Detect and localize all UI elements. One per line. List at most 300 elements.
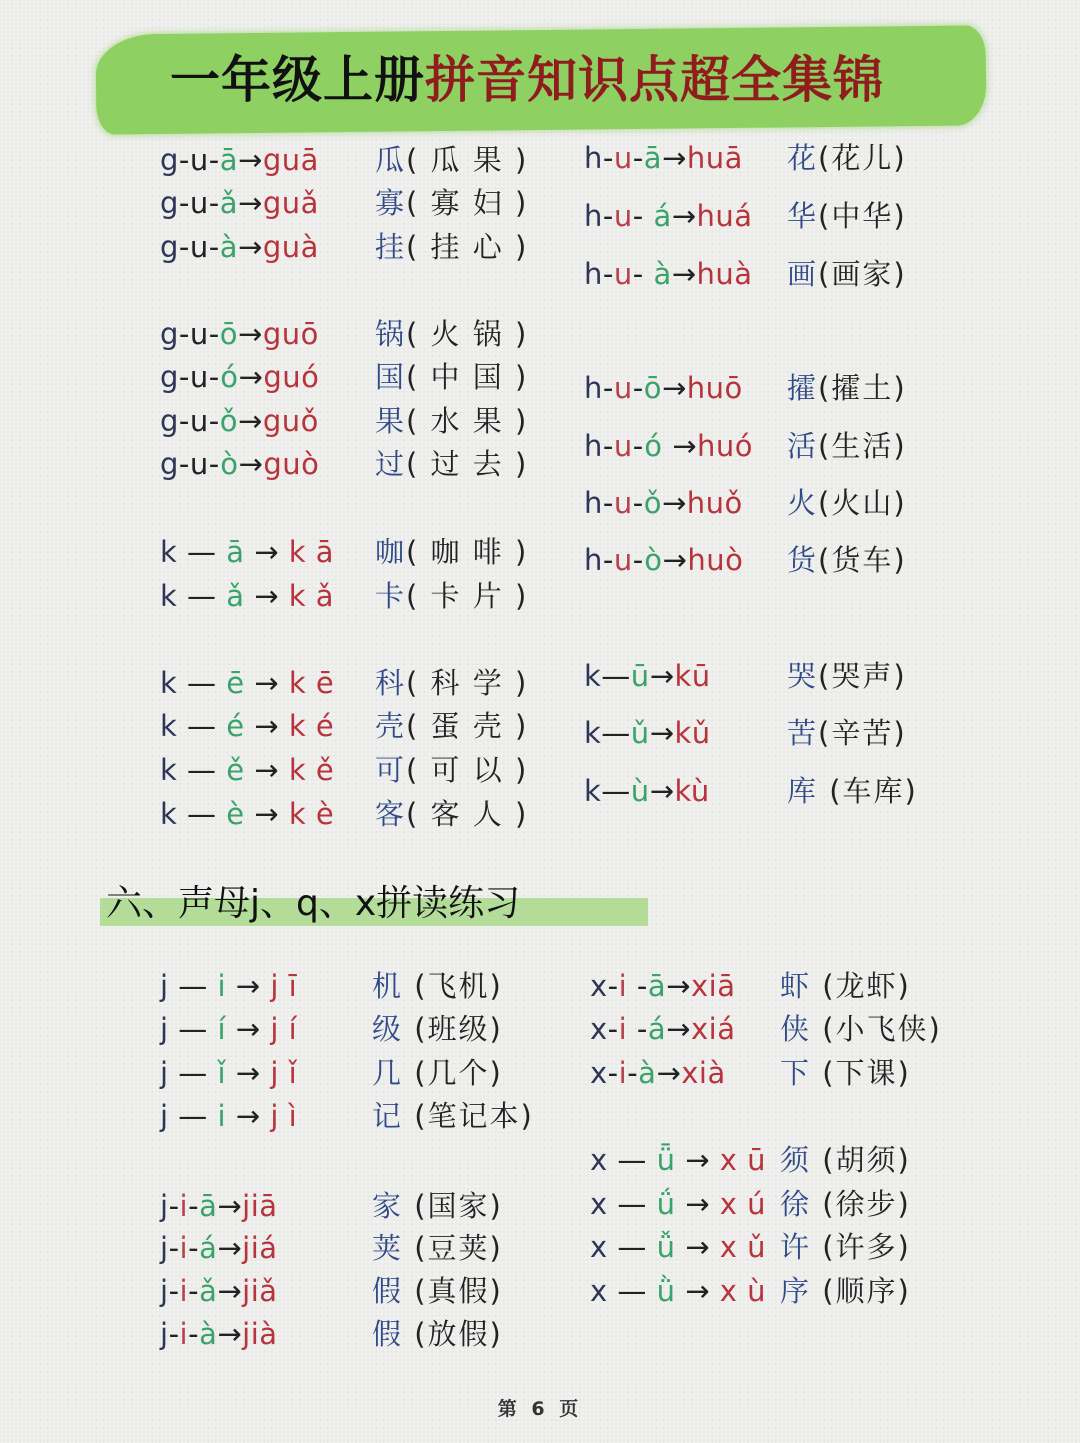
initial: x — [590, 1012, 608, 1046]
separator: — — [607, 1230, 657, 1264]
example-word — [375, 532, 528, 572]
example-word — [372, 1228, 503, 1268]
word-example: ( 过 去 ) — [406, 447, 529, 481]
word-example: ( 水 果 ) — [406, 404, 529, 438]
medial: i — [618, 1056, 628, 1090]
vowel: ǚ — [656, 1230, 676, 1264]
syllable-result: xià — [681, 1056, 726, 1090]
initial: j — [160, 1099, 169, 1133]
character: 虾 — [780, 969, 812, 1003]
word-example: (辛苦) — [818, 716, 907, 750]
character: 活 — [787, 429, 819, 463]
syllable-result: guǒ — [262, 404, 319, 438]
separator: - — [632, 371, 644, 405]
character: 寡 — [375, 186, 407, 220]
vowel: ě — [226, 753, 245, 787]
pinyin-spelling — [584, 656, 711, 696]
medial: i — [179, 1231, 189, 1265]
separator: - — [168, 1274, 180, 1308]
separator: - — [208, 317, 220, 351]
pinyin-spelling — [584, 713, 711, 753]
character: 国 — [375, 360, 407, 394]
character: 下 — [780, 1056, 812, 1090]
word-example: (车库) — [818, 774, 918, 808]
word-example: ( 可 以 ) — [406, 753, 529, 787]
word-example: (攉土) — [818, 371, 907, 405]
arrow-icon: → — [662, 141, 687, 175]
arrow-icon: → — [671, 257, 697, 291]
separator: — — [177, 753, 227, 787]
pinyin-spelling — [160, 227, 319, 267]
character: 假 — [372, 1317, 404, 1351]
initial: h — [584, 199, 603, 233]
word-example: (货车) — [818, 543, 907, 577]
arrow-icon: → — [238, 404, 263, 438]
example-word — [375, 663, 528, 703]
medial: u — [189, 186, 209, 220]
syllable-result: guǎ — [262, 186, 319, 220]
example-word — [787, 254, 907, 294]
pinyin-spelling — [584, 196, 753, 236]
initial: h — [584, 486, 603, 520]
character: 须 — [780, 1143, 812, 1177]
separator: - — [208, 230, 220, 264]
character: 客 — [375, 797, 407, 831]
vowel: ǐ — [217, 1056, 227, 1090]
page-title — [170, 40, 884, 120]
separator: — — [177, 709, 227, 743]
separator: — — [168, 1012, 218, 1046]
example-word — [375, 576, 528, 616]
separator: — — [607, 1274, 657, 1308]
vowel: ā — [647, 969, 667, 1003]
medial: u — [613, 257, 633, 291]
arrow-icon: → — [238, 186, 263, 220]
medial: u — [189, 404, 209, 438]
pinyin-spelling — [590, 1271, 766, 1311]
separator: - — [168, 1231, 180, 1265]
initial: g — [160, 404, 179, 438]
initial: h — [584, 257, 603, 291]
pinyin-spelling — [160, 183, 319, 223]
separator: - — [607, 1012, 619, 1046]
vowel: ā — [199, 1189, 218, 1223]
syllable-result: jià — [242, 1317, 278, 1351]
vowel: ǒ — [643, 486, 662, 520]
separator: — — [177, 579, 227, 613]
separator: - — [178, 317, 190, 351]
example-word — [780, 1009, 942, 1049]
separator: - — [208, 186, 220, 220]
character: 科 — [375, 666, 407, 700]
syllable-result: guà — [262, 230, 319, 264]
separator: — — [177, 666, 227, 700]
medial: u — [189, 230, 209, 264]
initial: g — [160, 230, 179, 264]
example-word — [372, 1271, 503, 1311]
pinyin-spelling — [584, 483, 743, 523]
arrow-icon: → — [649, 774, 675, 808]
arrow-icon: → — [661, 486, 687, 520]
example-word — [375, 794, 528, 834]
syllable-result: huà — [696, 257, 753, 291]
initial: g — [160, 360, 179, 394]
initial: j — [160, 1231, 169, 1265]
arrow-icon: → — [671, 199, 697, 233]
separator: - — [208, 143, 220, 177]
arrow-icon: → — [662, 429, 698, 463]
medial: i — [179, 1274, 189, 1308]
word-example: (画家) — [818, 257, 907, 291]
pinyin-spelling — [160, 401, 319, 441]
pinyin-spelling — [160, 706, 334, 746]
example-word — [375, 401, 528, 441]
medial: i — [179, 1189, 189, 1223]
character: 几 — [372, 1056, 404, 1090]
example-word — [372, 1314, 503, 1354]
separator: - — [188, 1317, 200, 1351]
syllable-result: k é — [288, 709, 335, 743]
separator: - — [632, 543, 645, 577]
pinyin-spelling — [584, 254, 753, 294]
example-word — [787, 426, 907, 466]
syllable-result: jiǎ — [242, 1274, 278, 1308]
word-example: (班级) — [403, 1012, 503, 1046]
initial: h — [584, 429, 603, 463]
syllable-result: xiā — [690, 969, 736, 1003]
pinyin-spelling — [160, 1271, 278, 1311]
syllable-result: k ā — [288, 535, 335, 569]
vowel: è — [226, 797, 245, 831]
word-example: ( 蛋 壳 ) — [406, 709, 529, 743]
example-word — [372, 1009, 503, 1049]
pinyin-spelling — [160, 444, 319, 484]
word-example: ( 中 国 ) — [406, 360, 529, 394]
example-word — [787, 656, 907, 696]
word-example: (下课) — [811, 1056, 911, 1090]
separator: — — [607, 1187, 657, 1221]
arrow-icon: → — [226, 969, 271, 1003]
medial: u — [189, 447, 209, 481]
arrow-icon: → — [238, 360, 264, 394]
title-part-grade: 一年级上册 — [170, 51, 425, 109]
title-part-topic: 拼音知识点超全集锦 — [425, 51, 884, 109]
pinyin-spelling — [590, 1184, 766, 1224]
vowel: í — [217, 1012, 227, 1046]
character: 过 — [375, 447, 407, 481]
word-example: (小飞侠) — [811, 1012, 942, 1046]
vowel: á — [647, 1012, 667, 1046]
arrow-icon: → — [666, 1012, 691, 1046]
separator: - — [178, 230, 190, 264]
separator: - — [632, 429, 645, 463]
initial: g — [160, 143, 179, 177]
word-example: ( 寡 妇 ) — [406, 186, 529, 220]
arrow-icon: → — [666, 969, 691, 1003]
initial: k — [584, 716, 602, 750]
character: 可 — [375, 753, 407, 787]
character: 序 — [780, 1274, 812, 1308]
syllable-result: guó — [263, 360, 320, 394]
initial: h — [584, 141, 603, 175]
character: 级 — [372, 1012, 404, 1046]
vowel: à — [219, 230, 239, 264]
character: 火 — [787, 486, 819, 520]
separator: - — [627, 1056, 639, 1090]
separator: - — [602, 257, 614, 291]
vowel: ā — [226, 535, 245, 569]
syllable-result: huǒ — [686, 486, 743, 520]
pinyin-spelling — [590, 1009, 735, 1049]
initial: x — [590, 1143, 608, 1177]
initial: x — [590, 1274, 608, 1308]
arrow-icon: → — [244, 535, 289, 569]
pinyin-spelling — [160, 1186, 278, 1226]
pinyin-spelling — [590, 1053, 726, 1093]
character: 花 — [787, 141, 819, 175]
initial: j — [160, 1274, 169, 1308]
medial: u — [613, 141, 633, 175]
separator: — — [607, 1143, 657, 1177]
character: 瓜 — [375, 143, 407, 177]
separator: — — [168, 969, 218, 1003]
arrow-icon: → — [226, 1099, 271, 1133]
example-word — [780, 1271, 911, 1311]
arrow-icon: → — [662, 543, 688, 577]
character: 咖 — [375, 535, 407, 569]
character: 机 — [372, 969, 404, 1003]
separator: - — [632, 199, 654, 233]
example-word — [787, 483, 907, 523]
separator: - — [178, 404, 190, 438]
example-word — [780, 966, 911, 1006]
initial: x — [590, 969, 608, 1003]
word-example: ( 火 锅 ) — [406, 317, 529, 351]
vowel: i — [217, 969, 227, 1003]
separator: — — [601, 774, 631, 808]
vowel: à — [638, 1056, 657, 1090]
separator: — — [168, 1099, 218, 1133]
word-example: ( 卡 片 ) — [406, 579, 529, 613]
vowel: à — [199, 1317, 218, 1351]
separator: - — [607, 969, 619, 1003]
medial: i — [618, 969, 628, 1003]
arrow-icon: → — [226, 1056, 271, 1090]
character: 家 — [372, 1189, 404, 1223]
vowel: ò — [644, 543, 663, 577]
separator: — — [168, 1056, 218, 1090]
syllable-result: x ǔ — [719, 1230, 767, 1264]
initial: j — [160, 1056, 169, 1090]
pinyin-spelling — [160, 1096, 297, 1136]
word-example: (几个) — [403, 1056, 503, 1090]
pinyin-spelling — [590, 1227, 766, 1267]
medial: u — [613, 199, 633, 233]
separator: - — [602, 199, 614, 233]
syllable-result: x ú — [719, 1187, 767, 1221]
pinyin-spelling — [584, 368, 743, 408]
separator: - — [602, 486, 614, 520]
vowel: ò — [220, 447, 239, 481]
vowel: ǖ — [656, 1143, 676, 1177]
character: 华 — [787, 199, 819, 233]
separator: - — [602, 429, 614, 463]
example-word — [372, 1053, 503, 1093]
separator: - — [178, 186, 190, 220]
syllable-result: huā — [686, 141, 743, 175]
arrow-icon: → — [217, 1317, 243, 1351]
initial: k — [160, 709, 178, 743]
character: 锅 — [375, 317, 407, 351]
word-example: ( 瓜 果 ) — [406, 143, 529, 177]
initial: x — [590, 1187, 608, 1221]
character: 徐 — [780, 1187, 812, 1221]
syllable-result: k è — [288, 797, 335, 831]
pinyin-spelling — [160, 966, 297, 1006]
separator: - — [208, 360, 221, 394]
section-heading: 六、声母j、q、x拼读练习 — [106, 883, 521, 924]
example-word — [372, 966, 503, 1006]
example-word — [375, 444, 528, 484]
word-example: (生活) — [818, 429, 907, 463]
pinyin-spelling — [584, 771, 710, 811]
syllable-result: kǔ — [674, 716, 711, 750]
character: 卡 — [375, 579, 407, 613]
vowel: ā — [643, 141, 662, 175]
arrow-icon: → — [649, 659, 675, 693]
initial: k — [160, 666, 178, 700]
initial: k — [160, 797, 178, 831]
arrow-icon: → — [661, 371, 687, 405]
example-word — [375, 314, 528, 354]
character: 画 — [787, 257, 819, 291]
syllable-result: huò — [687, 543, 744, 577]
separator: - — [168, 1317, 180, 1351]
character: 壳 — [375, 709, 407, 743]
pinyin-spelling — [584, 138, 743, 178]
separator: - — [602, 543, 614, 577]
initial: k — [160, 753, 178, 787]
arrow-icon: → — [244, 666, 289, 700]
vowel: à — [653, 257, 672, 291]
word-example: ( 咖 啡 ) — [406, 535, 529, 569]
separator: - — [627, 969, 648, 1003]
pinyin-spelling — [160, 314, 319, 354]
character: 攉 — [787, 371, 819, 405]
character: 记 — [372, 1099, 404, 1133]
pinyin-spelling — [590, 1140, 766, 1180]
example-word — [372, 1186, 503, 1226]
arrow-icon: → — [238, 317, 263, 351]
example-word — [787, 771, 918, 811]
initial: j — [160, 969, 169, 1003]
syllable-result: k ē — [288, 666, 335, 700]
syllable-result: guō — [262, 317, 319, 351]
separator: - — [602, 371, 614, 405]
syllable-result: j ī — [270, 969, 298, 1003]
word-example: (国家) — [403, 1189, 503, 1223]
example-word — [787, 196, 907, 236]
arrow-icon: → — [244, 797, 289, 831]
vowel: ǜ — [656, 1274, 676, 1308]
example-word — [375, 357, 528, 397]
example-word — [787, 540, 907, 580]
vowel: ǘ — [656, 1187, 676, 1221]
word-example: (徐步) — [811, 1187, 911, 1221]
syllable-result: kū — [674, 659, 711, 693]
initial: j — [160, 1012, 169, 1046]
word-example: (胡须) — [811, 1143, 911, 1177]
vowel: ō — [643, 371, 662, 405]
example-word — [787, 713, 907, 753]
separator: - — [188, 1274, 200, 1308]
syllable-result: x ù — [719, 1274, 767, 1308]
word-example: (中华) — [818, 199, 907, 233]
example-word — [375, 750, 528, 790]
initial: k — [584, 659, 602, 693]
separator: - — [632, 257, 654, 291]
vowel: ó — [220, 360, 239, 394]
medial: u — [613, 371, 633, 405]
arrow-icon: → — [244, 753, 289, 787]
vowel: ǎ — [199, 1274, 218, 1308]
pinyin-spelling — [160, 794, 334, 834]
initial: x — [590, 1230, 608, 1264]
separator: - — [178, 360, 190, 394]
syllable-result: guò — [263, 447, 320, 481]
separator: - — [602, 141, 614, 175]
character: 侠 — [780, 1012, 812, 1046]
word-example: (放假) — [403, 1317, 503, 1351]
syllable-result: j ǐ — [270, 1056, 298, 1090]
separator: — — [601, 716, 631, 750]
pinyin-spelling — [160, 357, 319, 397]
example-word — [780, 1053, 911, 1093]
syllable-result: xiá — [690, 1012, 736, 1046]
separator: — — [177, 535, 227, 569]
vowel: ō — [219, 317, 238, 351]
arrow-icon: → — [675, 1274, 720, 1308]
pinyin-spelling — [584, 540, 743, 580]
example-word — [375, 183, 528, 223]
word-example: (豆荚) — [403, 1231, 503, 1265]
vowel: ǒ — [219, 404, 238, 438]
word-example: (花儿) — [818, 141, 907, 175]
character: 挂 — [375, 230, 407, 264]
vowel: á — [199, 1231, 218, 1265]
syllable-result: x ū — [719, 1143, 767, 1177]
word-example: (哭声) — [818, 659, 907, 693]
pinyin-spelling — [160, 576, 334, 616]
character: 果 — [375, 404, 407, 438]
example-word — [372, 1096, 534, 1136]
vowel: á — [653, 199, 672, 233]
vowel: i — [217, 1099, 227, 1133]
pinyin-spelling — [584, 426, 753, 466]
example-word — [780, 1184, 911, 1224]
initial: k — [160, 535, 178, 569]
syllable-result: j ì — [270, 1099, 298, 1133]
example-word — [375, 706, 528, 746]
separator: - — [178, 447, 190, 481]
initial: j — [160, 1317, 169, 1351]
separator: - — [188, 1189, 200, 1223]
pinyin-spelling — [160, 140, 319, 180]
pinyin-spelling — [160, 1314, 278, 1354]
arrow-icon: → — [238, 230, 263, 264]
vowel: ǎ — [226, 579, 245, 613]
separator: - — [632, 141, 644, 175]
